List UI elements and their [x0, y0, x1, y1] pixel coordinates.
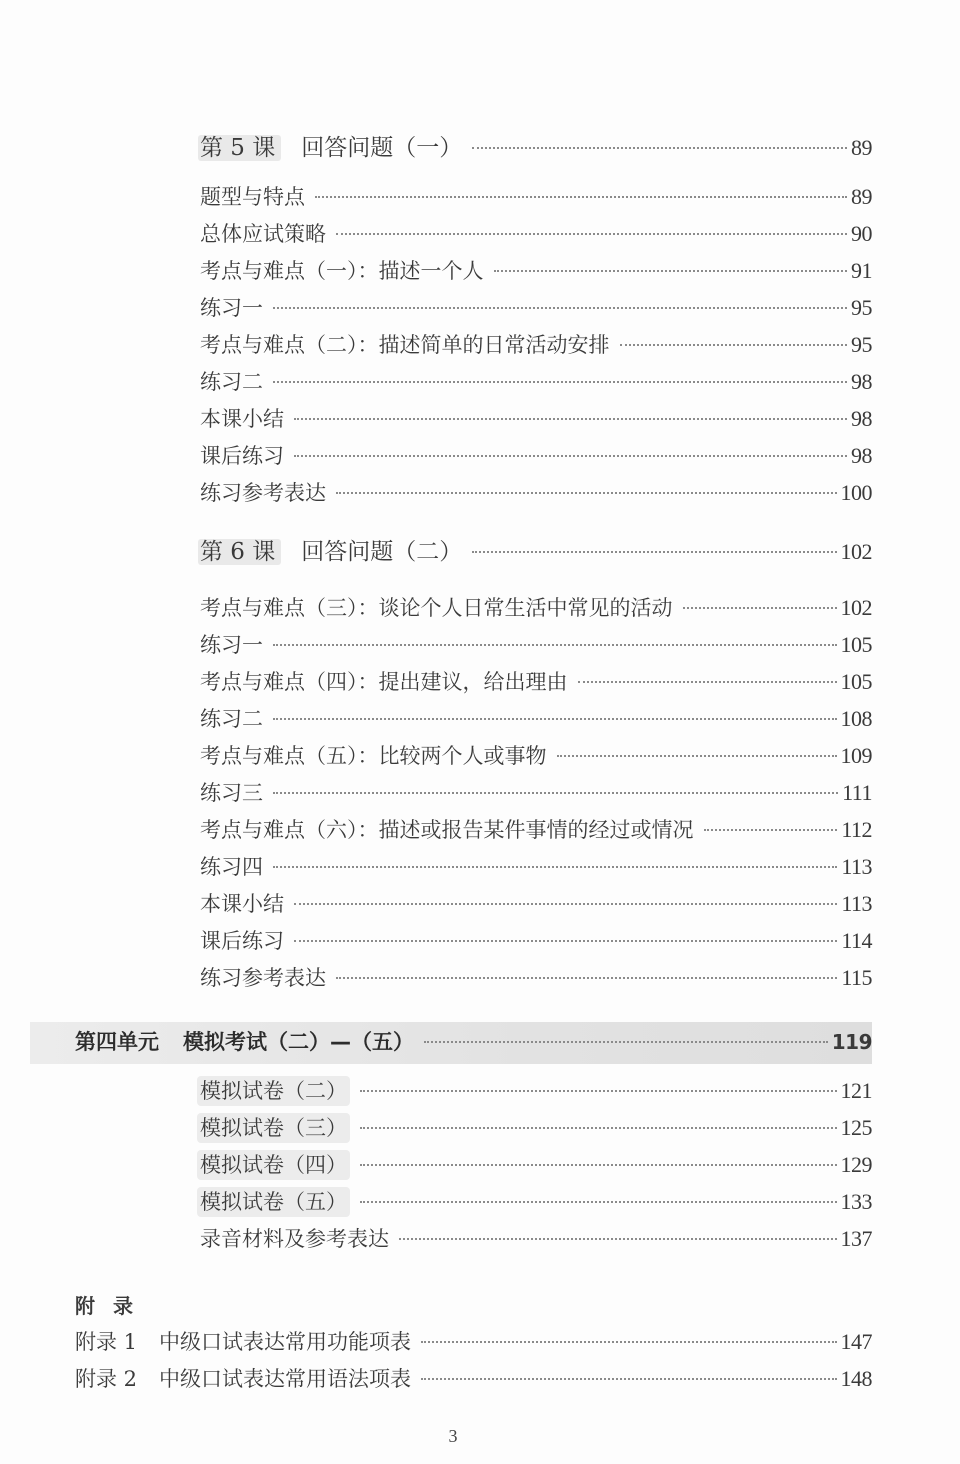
toc-entry[interactable]: 练习四 113: [200, 852, 872, 882]
page-ref: 102: [840, 539, 872, 564]
toc-entry[interactable]: 模拟试卷（三） 125: [200, 1113, 872, 1143]
toc-entry[interactable]: 练习二 108: [200, 704, 872, 734]
lesson-heading: 第 5 课 回答问题（一）: [200, 135, 463, 161]
toc-entry[interactable]: 题型与特点 89: [200, 182, 872, 212]
page-ref: 125: [840, 1115, 872, 1140]
dot-leader: [360, 1164, 837, 1166]
page-ref: 148: [840, 1366, 872, 1391]
page-ref: 115: [841, 965, 872, 990]
toc-entry[interactable]: 模拟试卷（五） 133: [200, 1187, 872, 1217]
page-ref: 89: [851, 184, 872, 209]
toc-entry[interactable]: 考点与难点（四）：提出建议，给出理由 105: [200, 667, 872, 697]
unit-heading: 第四单元 模拟考试（二）—（五）: [75, 1030, 414, 1054]
toc-entry[interactable]: 课后练习 98: [200, 441, 872, 471]
toc-lesson-6[interactable]: [200, 537, 872, 567]
page-ref: 109: [840, 743, 872, 768]
page-ref: 105: [840, 669, 872, 694]
page-ref: 98: [851, 406, 872, 431]
dot-leader: [294, 903, 837, 905]
toc-entry[interactable]: 练习一 95: [200, 293, 872, 323]
toc-entry[interactable]: 练习参考表达 100: [200, 478, 872, 508]
page-ref: 133: [840, 1189, 872, 1214]
page-ref: 119: [831, 1030, 872, 1054]
page-ref: 137: [840, 1226, 872, 1251]
page-ref: 98: [851, 369, 872, 394]
dot-leader: [273, 307, 847, 309]
page-ref: 108: [840, 706, 872, 731]
dot-leader: [421, 1378, 836, 1380]
page-ref: 129: [840, 1152, 872, 1177]
toc-entry[interactable]: 考点与难点（一）：描述一个人 91: [200, 256, 872, 286]
dot-leader: [578, 681, 837, 683]
page-ref: 102: [840, 595, 872, 620]
toc-appendix-1[interactable]: 附录 1 中级口试表达常用功能项表 147: [75, 1327, 872, 1357]
dot-leader: [399, 1238, 837, 1240]
page-ref: 98: [851, 443, 872, 468]
dot-leader: [336, 977, 837, 979]
page-ref: 113: [841, 891, 872, 916]
page-number: 3: [448, 1426, 458, 1446]
dot-leader: [704, 829, 838, 831]
page-ref: 147: [840, 1329, 872, 1354]
toc-entry[interactable]: 本课小结 98: [200, 404, 872, 434]
toc-entry[interactable]: 考点与难点（三）：谈论个人日常生活中常见的活动 102: [200, 593, 872, 623]
dot-leader: [360, 1201, 837, 1203]
toc-entry[interactable]: 模拟试卷（二） 121: [200, 1076, 872, 1106]
dot-leader: [294, 940, 837, 942]
toc-entry[interactable]: 考点与难点（六）：描述或报告某件事情的经过或情况 112: [200, 815, 872, 845]
page-ref: 90: [851, 221, 872, 246]
page-ref: 95: [851, 295, 872, 320]
toc-entry[interactable]: 总体应试策略 90: [200, 219, 872, 249]
dot-leader: [336, 492, 837, 494]
dot-leader: [360, 1127, 837, 1129]
toc-entry[interactable]: 考点与难点（二）：描述简单的日常活动安排 95: [200, 330, 872, 360]
toc-lesson-5[interactable]: [200, 133, 872, 163]
toc-entry[interactable]: 录音材料及参考表达 137: [200, 1224, 872, 1254]
toc-entry[interactable]: 课后练习 114: [200, 926, 872, 956]
appendix-heading: 附录: [75, 1294, 151, 1318]
dot-leader: [472, 551, 836, 553]
dot-leader: [294, 418, 847, 420]
dot-leader: [683, 607, 837, 609]
page-ref: 112: [841, 817, 872, 842]
dot-leader: [315, 196, 847, 198]
dot-leader: [421, 1341, 836, 1343]
toc-entry[interactable]: 练习一 105: [200, 630, 872, 660]
toc-entry[interactable]: 考点与难点（五）：比较两个人或事物 109: [200, 741, 872, 771]
toc-entry[interactable]: 练习参考表达 115: [200, 963, 872, 993]
page-ref: 100: [840, 480, 872, 505]
dot-leader: [273, 792, 838, 794]
toc-entry[interactable]: 练习二 98: [200, 367, 872, 397]
page-ref: 105: [840, 632, 872, 657]
page-ref: 114: [841, 928, 872, 953]
page-ref: 111: [842, 780, 872, 805]
dot-leader: [273, 718, 837, 720]
dot-leader: [472, 147, 847, 149]
page-ref: 121: [840, 1078, 872, 1103]
dot-leader: [494, 270, 848, 272]
dot-leader: [273, 381, 847, 383]
dot-leader: [360, 1090, 837, 1092]
toc-unit-4[interactable]: [75, 1027, 872, 1057]
dot-leader: [336, 233, 847, 235]
dot-leader: [294, 455, 847, 457]
page-ref: 91: [851, 258, 872, 283]
toc-entry[interactable]: 练习三 111: [200, 778, 872, 808]
toc-entry[interactable]: 模拟试卷（四） 129: [200, 1150, 872, 1180]
dot-leader: [273, 866, 837, 868]
toc-appendix-2[interactable]: 附录 2 中级口试表达常用语法项表 148: [75, 1364, 872, 1394]
dot-leader: [620, 344, 848, 346]
dot-leader: [557, 755, 837, 757]
dot-leader: [424, 1041, 828, 1043]
lesson-heading: 第 6 课 回答问题（二）: [200, 539, 463, 565]
toc-entry[interactable]: 本课小结 113: [200, 889, 872, 919]
dot-leader: [273, 644, 837, 646]
page-ref: 89: [851, 135, 872, 160]
page-ref: 113: [841, 854, 872, 879]
page-ref: 95: [851, 332, 872, 357]
